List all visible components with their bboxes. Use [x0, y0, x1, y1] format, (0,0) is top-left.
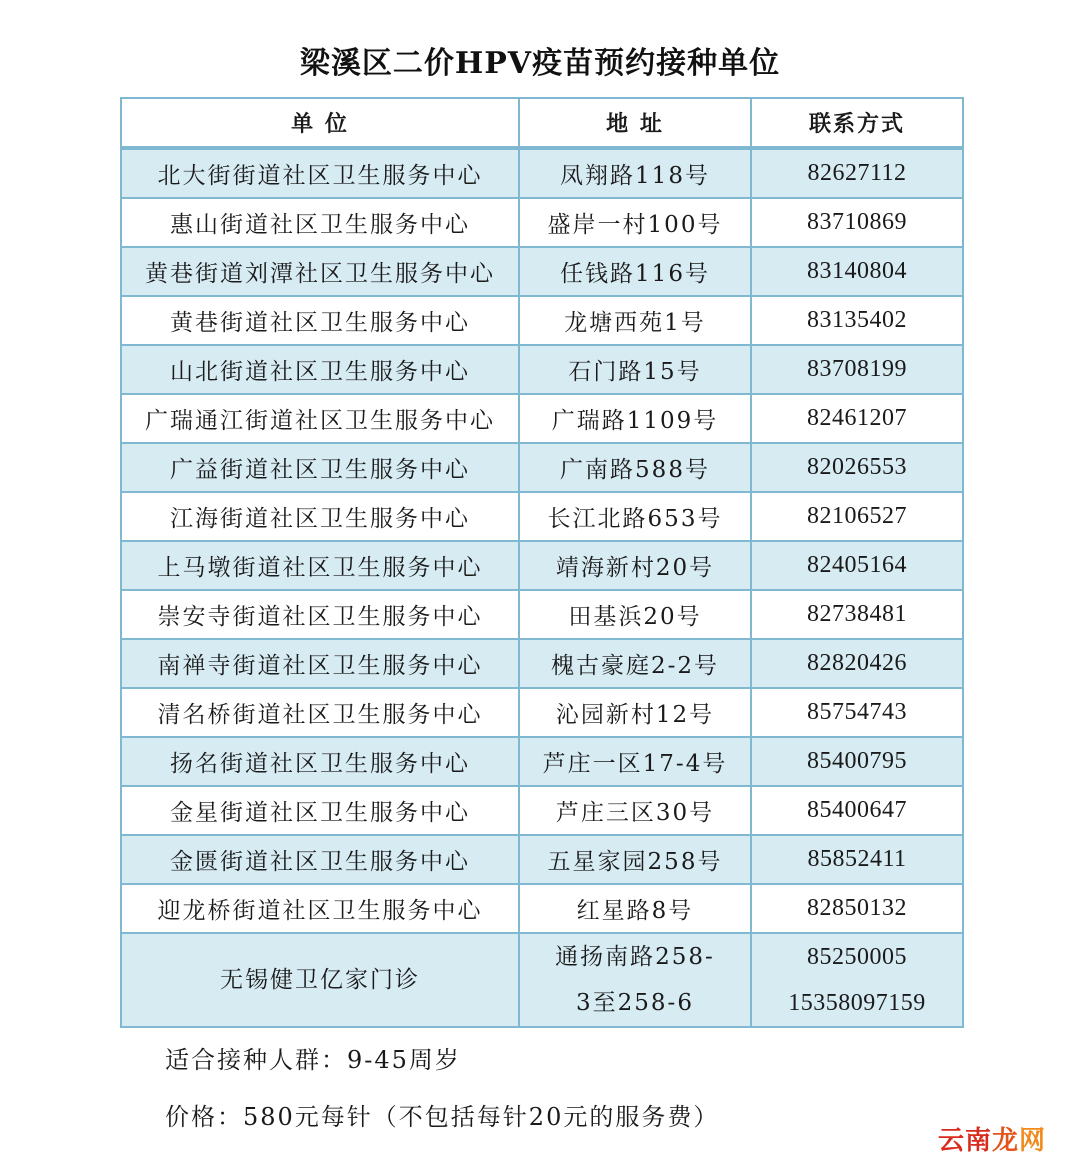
- table-row: [121, 198, 963, 247]
- watermark-logo: 云南龙网: [937, 1126, 1046, 1156]
- contact-cell: 83708199: [751, 345, 963, 394]
- contact-cell: 82026553: [751, 443, 963, 492]
- vaccination-units-table: [120, 97, 964, 1028]
- unit-cell: 无锡健卫亿家门诊: [121, 933, 519, 1027]
- table-row: [121, 688, 963, 737]
- price-note: 价格：580元每针（不包括每针20元的服务费）: [165, 1103, 720, 1131]
- unit-cell: 崇安寺街道社区卫生服务中心: [121, 590, 519, 639]
- unit-cell: 黄巷街道刘潭社区卫生服务中心: [121, 247, 519, 296]
- table-row: [121, 296, 963, 345]
- table-row: [121, 737, 963, 786]
- table-row: [121, 247, 963, 296]
- contact-cell: 83135402: [751, 296, 963, 345]
- unit-cell: 惠山街道社区卫生服务中心: [121, 198, 519, 247]
- unit-cell: 黄巷街道社区卫生服务中心: [121, 296, 519, 345]
- contact-cell: 82461207: [751, 394, 963, 443]
- address-cell: 长江北路653号: [519, 492, 751, 541]
- unit-cell: 北大街街道社区卫生服务中心: [121, 148, 519, 198]
- unit-cell: 上马墩街道社区卫生服务中心: [121, 541, 519, 590]
- contact-cell: 82850132: [751, 884, 963, 933]
- table-row: [121, 148, 963, 198]
- address-cell: 红星路8号: [519, 884, 751, 933]
- address-cell: 任钱路116号: [519, 247, 751, 296]
- table-row: [121, 492, 963, 541]
- contact-cell: 85852411: [751, 835, 963, 884]
- unit-cell: 江海街道社区卫生服务中心: [121, 492, 519, 541]
- contact-cell: 82405164: [751, 541, 963, 590]
- address-cell: 盛岸一村100号: [519, 198, 751, 247]
- unit-cell: 广瑞通江街道社区卫生服务中心: [121, 394, 519, 443]
- address-cell: 槐古豪庭2-2号: [519, 639, 751, 688]
- unit-cell: 金星街道社区卫生服务中心: [121, 786, 519, 835]
- address-cell: 广瑞路1109号: [519, 394, 751, 443]
- contact-cell: 85754743: [751, 688, 963, 737]
- table-row: [121, 345, 963, 394]
- table-row: [121, 590, 963, 639]
- table-row: [121, 443, 963, 492]
- table-row: [121, 541, 963, 590]
- contact-cell: 82738481: [751, 590, 963, 639]
- table-row: [121, 835, 963, 884]
- header-unit: 单 位: [121, 98, 519, 148]
- contact-cell: 83710869: [751, 198, 963, 247]
- table-row: [121, 786, 963, 835]
- table-row: [121, 394, 963, 443]
- contact-cell: 83140804: [751, 247, 963, 296]
- address-cell: 芦庄一区17-4号: [519, 737, 751, 786]
- unit-cell: 扬名街道社区卫生服务中心: [121, 737, 519, 786]
- address-cell: 田基浜20号: [519, 590, 751, 639]
- address-cell: 靖海新村20号: [519, 541, 751, 590]
- contact-line-2: 15358097159: [788, 990, 926, 1016]
- unit-cell: 金匮街道社区卫生服务中心: [121, 835, 519, 884]
- address-cell: [519, 933, 751, 1027]
- unit-cell: 迎龙桥街道社区卫生服务中心: [121, 884, 519, 933]
- address-cell: 芦庄三区30号: [519, 786, 751, 835]
- address-cell: 龙塘西苑1号: [519, 296, 751, 345]
- table-row: [121, 639, 963, 688]
- address-cell: 沁园新村12号: [519, 688, 751, 737]
- address-cell: 广南路588号: [519, 443, 751, 492]
- unit-cell: 山北街道社区卫生服务中心: [121, 345, 519, 394]
- header-address: 地 址: [519, 98, 751, 148]
- contact-cell: [751, 933, 963, 1027]
- contact-cell: 82820426: [751, 639, 963, 688]
- contact-cell: 85400647: [751, 786, 963, 835]
- contact-cell: 82627112: [751, 148, 963, 198]
- address-cell: 石门路15号: [519, 345, 751, 394]
- eligible-population-note: 适合接种人群：9-45周岁: [165, 1046, 461, 1074]
- unit-cell: 广益街道社区卫生服务中心: [121, 443, 519, 492]
- table-row: [121, 884, 963, 933]
- address-line-1: 通扬南路258-: [555, 944, 715, 970]
- unit-cell: 清名桥街道社区卫生服务中心: [121, 688, 519, 737]
- unit-cell: 南禅寺街道社区卫生服务中心: [121, 639, 519, 688]
- table-row-clinic: [121, 933, 963, 1027]
- address-cell: 凤翔路118号: [519, 148, 751, 198]
- address-line-2: 3至258-6: [576, 990, 694, 1016]
- address-cell: 五星家园258号: [519, 835, 751, 884]
- table-header-row: [121, 98, 963, 148]
- contact-cell: 82106527: [751, 492, 963, 541]
- header-contact: 联系方式: [751, 98, 963, 148]
- contact-cell: 85400795: [751, 737, 963, 786]
- contact-line-1: 85250005: [807, 944, 907, 970]
- page-title: 梁溪区二价HPV疫苗预约接种单位: [299, 46, 781, 81]
